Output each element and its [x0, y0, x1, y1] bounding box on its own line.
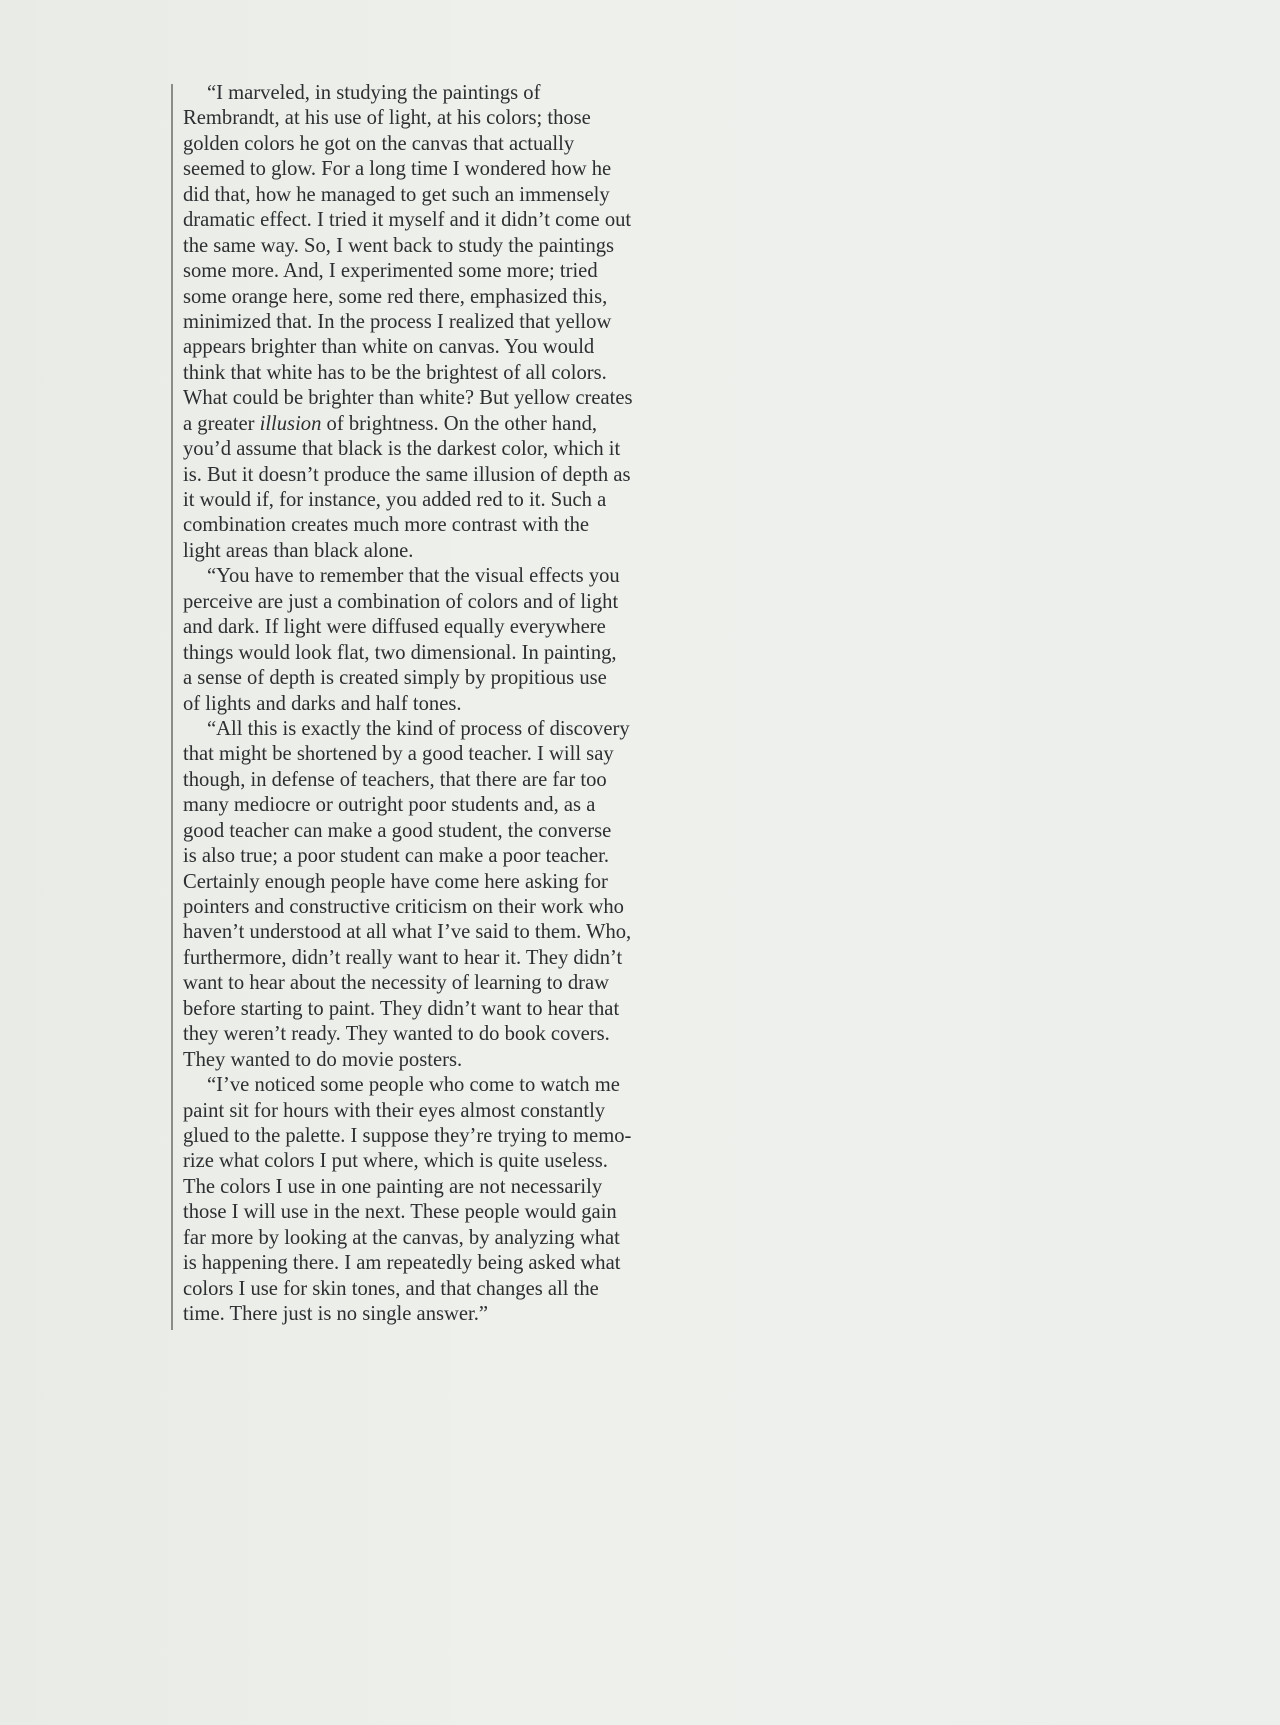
text-line: golden colors he got on the canvas that actually: [183, 132, 575, 155]
text-line: before starting to paint. They didn’t want to hear that: [183, 997, 620, 1020]
text-line: good teacher can make a good student, the converse: [183, 819, 612, 842]
margin-rule: [171, 84, 173, 1330]
text-line: minimized that. In the process I realized that yellow: [183, 310, 612, 333]
text-line: is. But it doesn’t produce the same illusion of depth as: [183, 463, 631, 486]
text-line: pointers and constructive criticism on their work who: [183, 896, 624, 918]
text-line: you’d assume that black is the darkest color, which it: [183, 438, 621, 461]
paragraph: [183, 717, 743, 1073]
text-line: “I marveled, in studying the paintings of: [207, 82, 541, 104]
text-line: haven’t understood at all what I’ve said to them. Who,: [183, 921, 632, 944]
text-line: far more by looking at the canvas, by analyzing what: [183, 1226, 620, 1249]
text-line: rize what colors I put where, which is quite useless.: [183, 1150, 608, 1173]
text-line: paint sit for hours with their eyes almost constantly: [183, 1099, 606, 1122]
text-line: is also true; a poor student can make a poor teacher.: [183, 845, 610, 868]
paragraph: [183, 81, 743, 564]
text-line: Certainly enough people have come here asking for: [183, 870, 608, 893]
paragraph: [183, 1073, 743, 1327]
text-line: want to hear about the necessity of learning to draw: [183, 972, 610, 995]
text-line: the same way. So, I went back to study the paintings: [183, 234, 615, 257]
text-line: [183, 412, 743, 437]
text-line: those I will use in the next. These people would gain: [183, 1201, 617, 1224]
text-line: seemed to glow. For a long time I wondered how he: [183, 158, 612, 181]
text-line: some more. And, I experimented some more; tried: [183, 260, 598, 283]
text-line: “All this is exactly the kind of process of discovery: [207, 717, 630, 740]
text-line: furthermore, didn’t really want to hear it. They didn’t: [183, 946, 623, 969]
text-line: some orange here, some red there, emphasized this,: [183, 285, 608, 308]
text-run: a greater: [183, 412, 260, 435]
text-line: time. There just is no single answer.”: [183, 1303, 489, 1325]
text-line: Rembrandt, at his use of light, at his colors; those: [183, 107, 591, 130]
text-line: The colors I use in one painting are not necessarily: [183, 1175, 603, 1198]
text-line: appears brighter than white on canvas. You would: [183, 336, 595, 359]
text-line: that might be shortened by a good teacher. I will say: [183, 743, 614, 766]
text-line: colors I use for skin tones, and that changes all the: [183, 1277, 599, 1300]
text-run: of brightness. On the other hand,: [321, 412, 598, 435]
text-column: [183, 81, 743, 1327]
text-line: combination creates much more contrast with the: [183, 514, 590, 537]
text-line: light areas than black alone.: [183, 539, 414, 562]
text-line: think that white has to be the brightest of all colors.: [183, 361, 607, 384]
text-line: is happening there. I am repeatedly being asked what: [183, 1252, 621, 1275]
text-line: dramatic effect. I tried it myself and it didn’t come out: [183, 209, 632, 232]
text-line: many mediocre or outright poor students and, as a: [183, 794, 596, 817]
text-line: it would if, for instance, you added red to it. Such a: [183, 489, 607, 511]
italic-emphasis: illusion: [259, 412, 322, 435]
text-line: did that, how he managed to get such an immensely: [183, 183, 610, 206]
text-line: and dark. If light were diffused equally everywhere: [183, 616, 606, 639]
text-line: though, in defense of teachers, that there are far too: [183, 768, 607, 791]
text-line: a sense of depth is created simply by propitious use: [183, 667, 607, 690]
text-line: things would look flat, two dimensional. In painting,: [183, 641, 617, 664]
text-line: What could be brighter than white? But yellow creates: [183, 387, 633, 410]
text-line: “I’ve noticed some people who come to watch me: [207, 1074, 620, 1097]
text-line: perceive are just a combination of colors and of light: [183, 590, 619, 613]
text-line: They wanted to do movie posters.: [183, 1048, 463, 1071]
paragraph: [183, 564, 743, 717]
text-line: glued to the palette. I suppose they’re trying to memo-: [183, 1124, 632, 1147]
text-line: “You have to remember that the visual effects you: [207, 565, 620, 588]
text-line: of lights and darks and half tones.: [183, 692, 462, 715]
text-line: they weren’t ready. They wanted to do book covers.: [183, 1023, 610, 1046]
